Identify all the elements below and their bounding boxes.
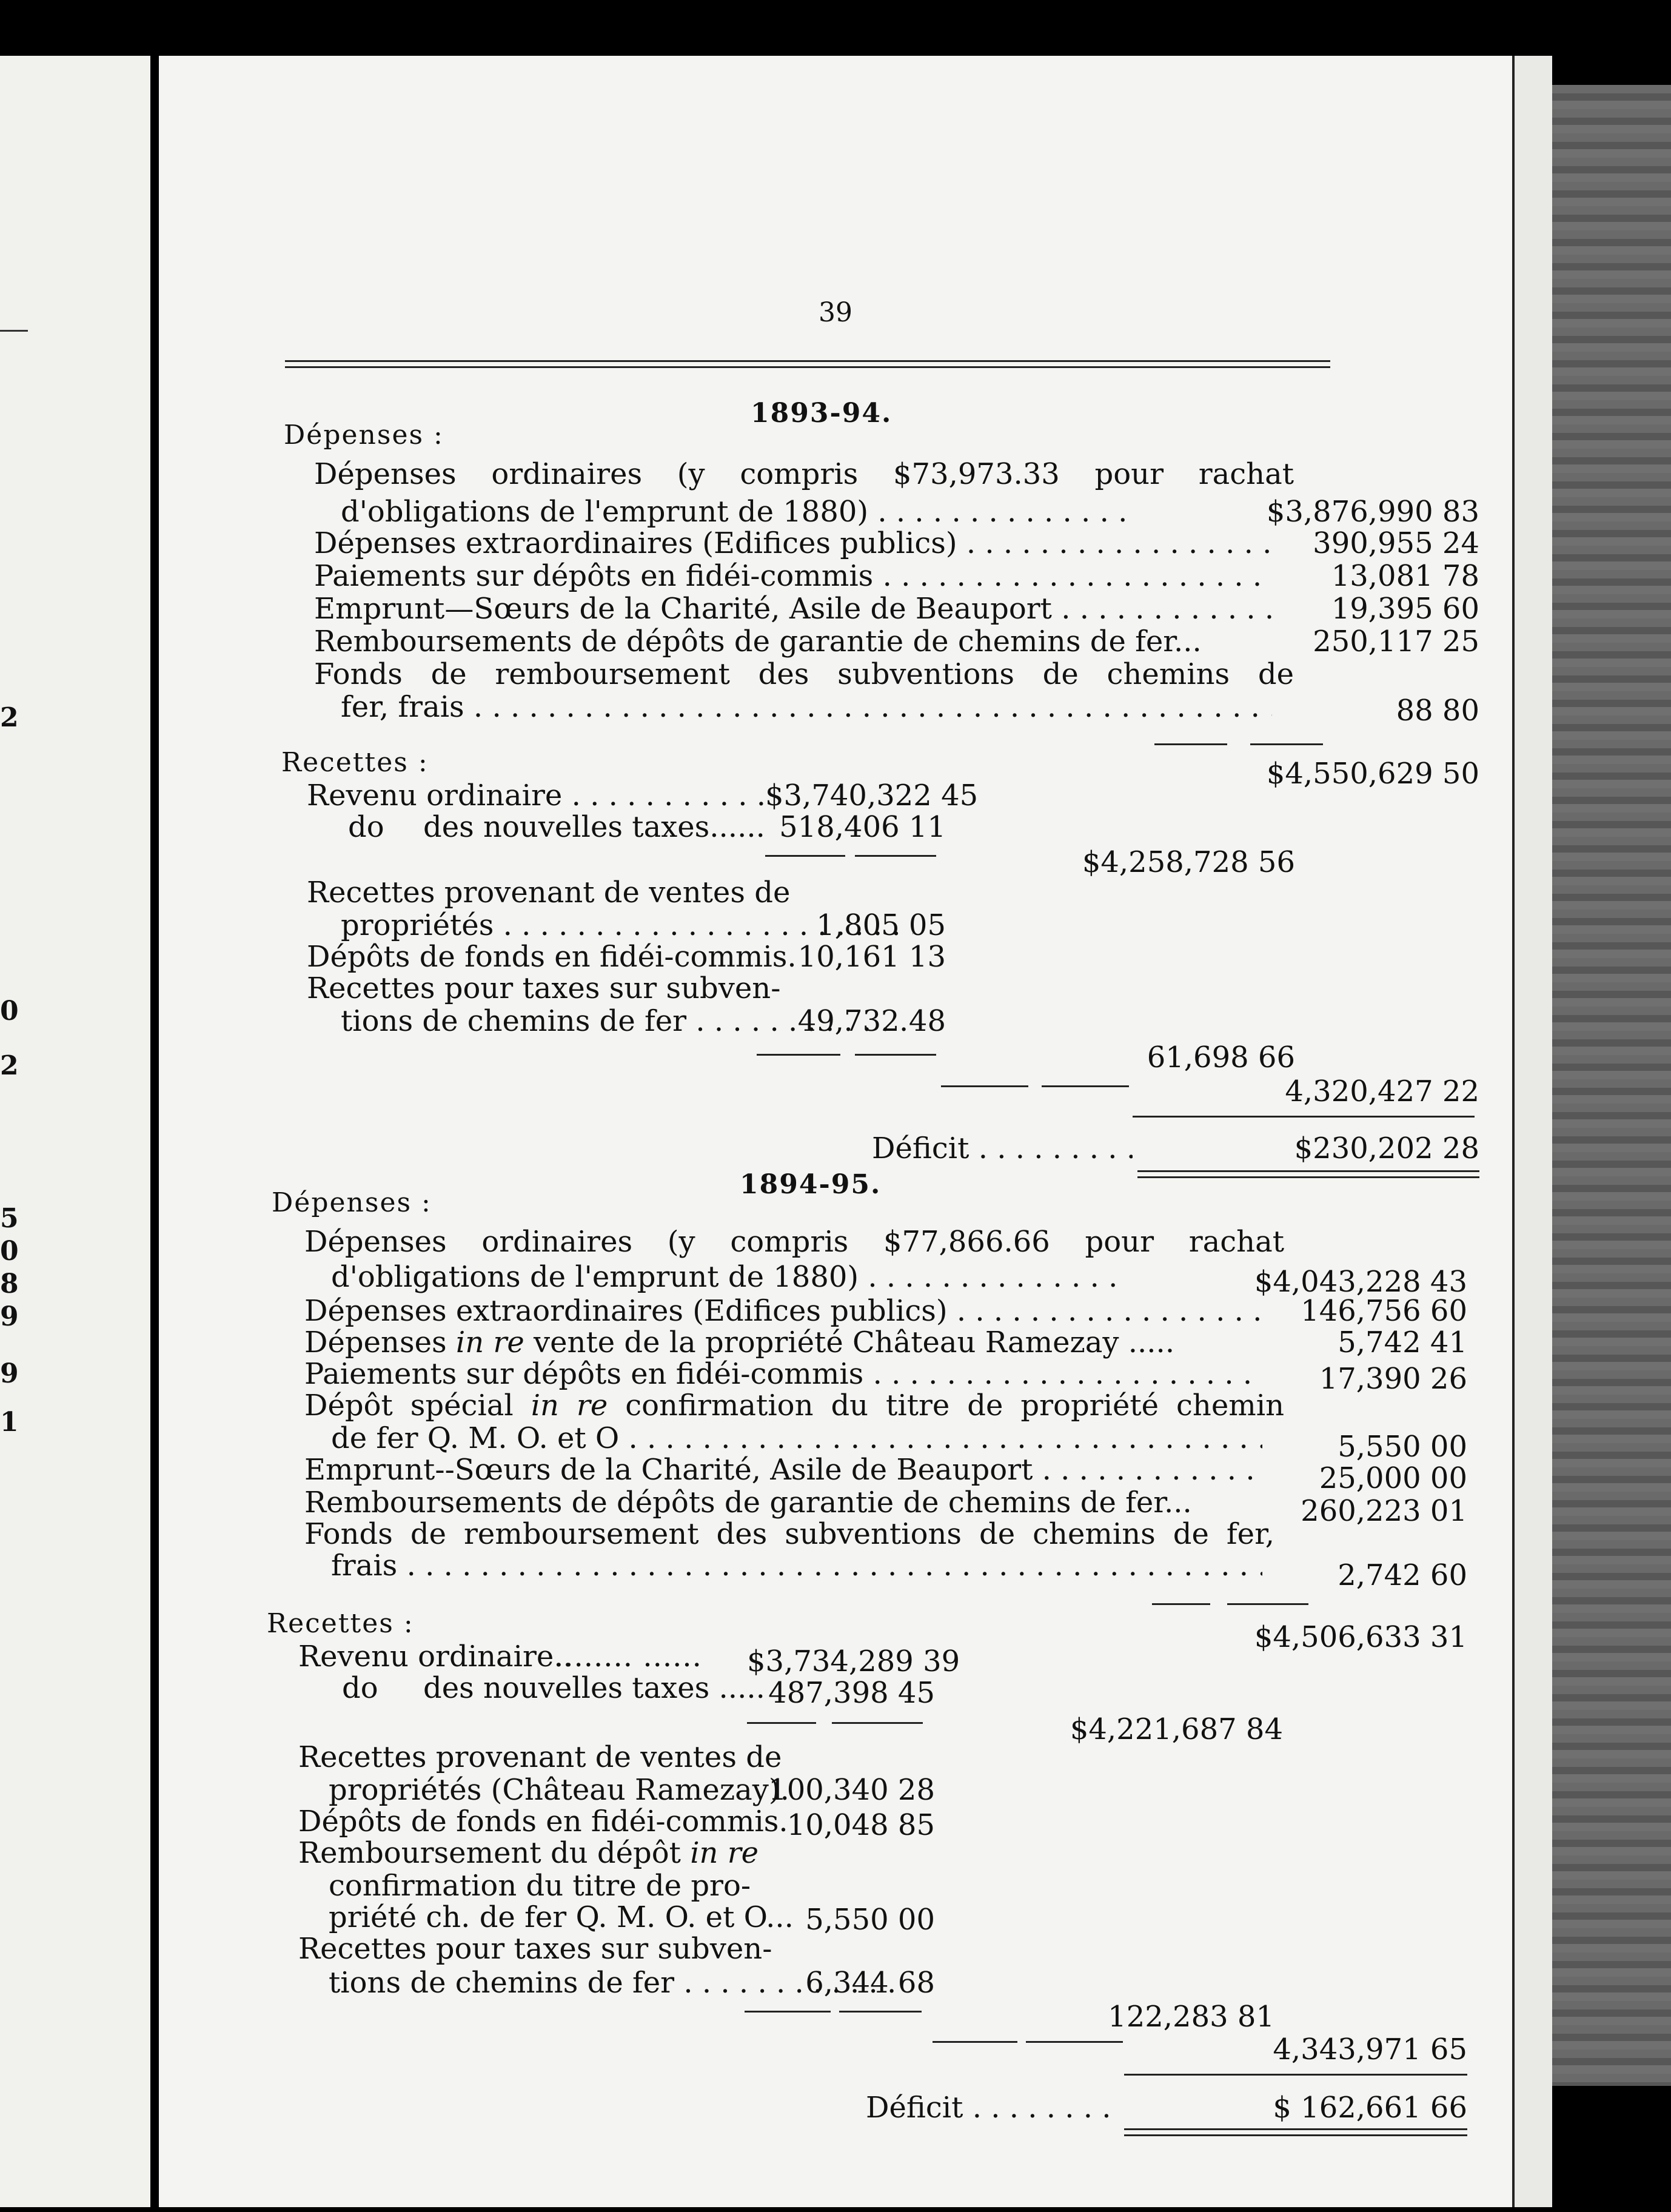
amount: 2,742 60 [1338,1558,1467,1592]
amount: 146,756 60 [1301,1294,1467,1328]
amount: 10,161 13 [797,940,946,974]
double-rule [1124,2128,1467,2130]
revenue-1894-2: des nouvelles taxes ..... [423,1671,765,1705]
total-depenses-1893: $4,550,629 50 [1266,757,1479,791]
revenue-1893-2: des nouvelles taxes...... [423,810,765,844]
expense-1894-3 [304,1326,1174,1359]
deficit-label-1894: Déficit . . . [866,2091,1120,2125]
total-recettes-1893: 4,320,427 22 [1285,1074,1479,1108]
expense-1894-6: Emprunt--Sœurs de la Charité, Asile de Beauport . . . [304,1453,1262,1487]
subtotal-recettes-1894: 122,283 81 [1108,2000,1274,2034]
amount: 1,805 05 [816,908,946,942]
amount: 13,081 78 [1331,559,1479,593]
section-title-1893: 1893-94. [751,398,892,429]
rule [1227,1603,1308,1605]
left-fragment: 2 [0,702,19,733]
expense-1893-3: Paiements sur dépôts en fidéi-commis . . . [314,559,1272,593]
deficit-amount-1893: $230,202 28 [1294,1131,1479,1165]
rule [1133,1116,1475,1118]
expense-1893-1: Dépenses ordinaires (y compris $73,973.33 pour rachat [314,457,1294,491]
receipt-1893-1: Recettes provenant de ventes de [307,876,791,910]
amount: 487,398 45 [768,1676,935,1710]
expense-1894-4: Paiements sur dépôts en fidéi-commis . . . [304,1357,1262,1391]
amount: $3,740,322 45 [765,779,979,813]
left-fragment: 1 [0,1407,19,1438]
rule [1154,743,1227,745]
left-fragment: 8 [0,1269,19,1299]
left-fragment: 2 [0,1050,19,1081]
text: Dépôt spécial [304,1389,514,1423]
receipt-1894-4-cont: tions de chemins de fer . . . [329,1966,895,2000]
left-fragment: 9 [0,1358,19,1389]
amount: 5,550 00 [1338,1430,1467,1464]
expense-1893-1-cont: d'obligations de l'emprunt de 1880) . . . [341,495,1294,529]
text: Dépenses [304,1326,447,1359]
expense-1894-7: Remboursements de dépôts de garantie de chemins de fer... [304,1486,1192,1520]
rule [933,2041,1017,2043]
rule [1152,1603,1210,1605]
expense-1894-5-cont: de fer Q. M. O. et O . . . [331,1421,1262,1455]
expense-1893-2: Dépenses extraordinaires (Edifices publics) . . . [314,526,1272,560]
amount: 518,406 11 [779,810,946,844]
receipt-1894-3-cont: confirmation du titre de pro- [329,1869,751,1903]
expense-1893-6-cont: fer, frais . . . [341,690,1272,724]
receipt-1894-1: Recettes provenant de ventes de [298,1740,782,1774]
rule [747,1722,816,1724]
total-recettes-1894: 4,343,971 65 [1273,2033,1467,2066]
total-depenses-1894: $4,506,633 31 [1254,1620,1467,1654]
subtotal-revenu-1893: $4,258,728 56 [1082,845,1295,879]
page-margin [1512,56,1552,2207]
latin-term: in re [531,1389,608,1423]
subtotal-recettes-1893: 61,698 66 [1147,1041,1295,1074]
rule [765,855,845,857]
rule [855,855,936,857]
receipt-1894-1-cont: propriétés (Château Ramezay). [329,1773,789,1807]
amount: 100,340 28 [768,1773,935,1807]
amount: $3,734,289 39 [747,1644,960,1678]
deficit-amount-1894: $ 162,661 66 [1273,2091,1467,2125]
amount: 5,742 41 [1338,1326,1467,1359]
rule [745,2011,831,2013]
receipt-1894-2: Dépôts de fonds en fidéi-commis. [298,1805,788,1838]
rule [1042,1085,1129,1087]
receipt-1894-3 [298,1836,758,1870]
recettes-header-1894: Recettes : [267,1608,414,1639]
double-rule [1124,2134,1467,2136]
double-rule [1137,1170,1479,1172]
expense-1894-2: Dépenses extraordinaires (Edifices publics) . . . [304,1294,1262,1328]
header-rule [285,366,1330,368]
leader-dots: ........ ...... [554,1640,702,1674]
left-rule [0,330,28,332]
rule [941,1085,1028,1087]
deficit-label-1893: Déficit . . . [872,1131,1133,1165]
text: vente de la propriété Château Ramezay ..... [534,1326,1175,1359]
amount: 25,000 00 [1319,1461,1467,1495]
expense-1894-1-cont: d'obligations de l'emprunt de 1880) . . . [331,1260,1284,1294]
section-title-1894: 1894-95. [740,1169,882,1200]
amount: 260,223 01 [1301,1494,1467,1528]
left-fragment: 0 [0,996,19,1027]
amount: $4,043,228 43 [1124,1265,1467,1299]
revenue-1894-1: Revenu ordinaire.. [298,1640,572,1674]
depenses-header-1894: Dépenses : [272,1187,432,1218]
rule [855,1054,936,1056]
book-edge [1550,85,1671,2086]
expense-1894-5 [304,1389,1284,1423]
amount: 6,344 68 [805,1966,935,2000]
subtotal-revenu-1894: $4,221,687 84 [1070,1712,1283,1746]
expense-1893-6: Fonds de remboursement des subventions de chemins de [314,657,1294,691]
expense-1894-8: Fonds de remboursement des subventions de chemins de fer, [304,1517,1274,1551]
ditto: do [348,810,384,844]
amount: 19,395 60 [1331,592,1479,626]
document-page [159,56,1512,2207]
page-number: 39 [819,297,852,328]
receipt-1894-4: Recettes pour taxes sur subven- [298,1932,772,1966]
depenses-header-1893: Dépenses : [284,420,444,451]
receipt-1893-1-cont: propriétés . . . [341,908,913,942]
double-rule [1137,1176,1479,1178]
left-page-edge [0,56,150,2207]
amount: $3,876,990 83 [1136,495,1479,529]
latin-term: in re [455,1326,524,1359]
rule [1250,743,1323,745]
amount: 17,390 26 [1319,1362,1467,1396]
revenue-1893-1: Revenu ordinaire . . . [307,779,911,813]
latin-term: in re [690,1836,759,1870]
left-fragment: 9 [0,1301,19,1332]
recettes-header-1893: Recettes : [281,747,429,778]
rule [1124,2074,1467,2076]
rule [832,1722,923,1724]
ditto: do [342,1671,378,1705]
amount: 10,048 85 [786,1808,935,1842]
expense-1893-4: Emprunt—Sœurs de la Charité, Asile de Beauport . . . [314,592,1272,626]
amount: 390,955 24 [1313,526,1479,560]
left-fragment: 5 [0,1203,19,1234]
receipt-1893-2: Dépôts de fonds en fidéi-commis. [307,940,797,974]
rule [1026,2041,1123,2043]
receipt-1894-3-cont: priété ch. de fer Q. M. O. et O... [329,1900,794,1934]
receipt-1893-3-cont: tions de chemins de fer . . . [341,1004,913,1038]
rule [839,2011,922,2013]
text: Remboursement du dépôt [298,1836,681,1870]
text: confirmation du titre de propriété chemin [625,1389,1285,1423]
rule [757,1054,840,1056]
amount: 5,550 00 [805,1903,935,1937]
expense-1894-1: Dépenses ordinaires (y compris $77,866.66 pour rachat [304,1225,1284,1259]
expense-1893-5: Remboursements de dépôts de garantie de chemins de fer... [314,625,1202,659]
amount: 49,732 48 [797,1004,946,1038]
left-fragment: 0 [0,1236,19,1267]
expense-1894-8-cont: frais . . . [331,1549,1262,1583]
header-rule [285,360,1330,362]
amount: 250,117 25 [1313,625,1479,659]
receipt-1893-3: Recettes pour taxes sur subven- [307,971,781,1005]
amount: 88 80 [1396,694,1479,728]
